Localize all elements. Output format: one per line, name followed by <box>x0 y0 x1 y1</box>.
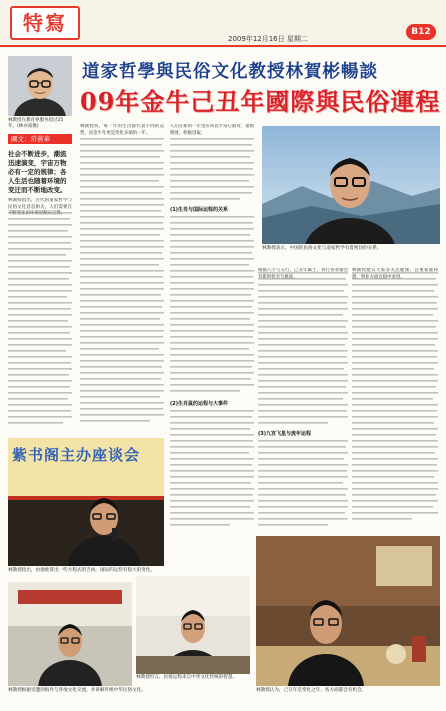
section-logo: 特寫 <box>10 6 80 40</box>
overseas-lecture-icon <box>8 582 132 686</box>
seminar-banner-text: 紫书阁主办座谈会 <box>12 446 141 464</box>
body-text: 根据八字与五行，己丑年属土，各行各业都会有新的机会与挑战。 <box>258 268 348 280</box>
subhead-1: (1)生肖与国际运程的关系 <box>170 207 229 213</box>
lead-paragraph: 社会不断进步，潮流迅速演变，宇宙万物必有一定的规律；各人生活也随着环境的变迁而不断地改变。 <box>8 150 67 194</box>
photo-1-caption: 林教授表示，中国的民俗文化与道家哲学有着密切的关系。 <box>262 246 382 251</box>
subhead-2: (2)生肖鼠的运程与大事件 <box>170 401 229 407</box>
author-byline: 圖文：常燕華 <box>8 134 72 144</box>
professor-objects-icon <box>256 536 440 686</box>
headline-line-2: 09年金牛己丑年國際與民俗運程 <box>80 87 441 116</box>
photo-3-caption: 林教授坦言，民俗运程来自中华文化传统的智慧。 <box>136 675 238 680</box>
body-text: 林教授说，每一年的生肖都代表不同的运势，而金牛年更是变化多端的一年。 <box>80 124 164 136</box>
photo-5-caption: 林教授认为，己丑年是变化之年，各方面都会有机会。 <box>256 688 367 693</box>
photo-scene-icon <box>262 126 440 244</box>
portrait-caption: 林教授在教育界服务超过25年。(林亦南摄) <box>8 118 64 129</box>
body-text: 林教授建议大家多关注健康，注重家庭和谐，事业方面宜稳中求进。 <box>352 268 438 280</box>
headline-line-1: 道家哲學與民俗文化教授林賀彬暢談 <box>82 62 378 82</box>
page-number-badge: B12 <box>406 24 436 40</box>
photo-2-caption: 林教授指出，由他推算出一些方程式的吉凶，国际的运势有很大的变化。 <box>8 568 156 573</box>
photo-overseas-lecture <box>8 582 132 686</box>
body-text: 林教授指出，古代的道家哲学与民俗文化息息相关，人们需要在不断变化的环境里顺应自然。 <box>8 198 72 217</box>
subhead-3: (3)九宫飞星与流年运程 <box>258 431 312 437</box>
lecturer-scene-icon <box>136 576 250 674</box>
photo-seminar-banner <box>8 438 164 566</box>
body-text: 人们在新的一年里应该以平常心面对，谨慎理财，积极进取。 <box>170 124 254 136</box>
photo-professor-landscape <box>262 126 440 244</box>
photo-4-caption: 林教授根据受邀到海外与各地文化交流，并讲解传统中华民俗文化。 <box>8 688 146 693</box>
photo-professor-objects <box>256 536 440 686</box>
issue-date: 2009年12月16日 星期二 <box>228 35 308 43</box>
photo-lecturer-desk <box>136 576 250 674</box>
